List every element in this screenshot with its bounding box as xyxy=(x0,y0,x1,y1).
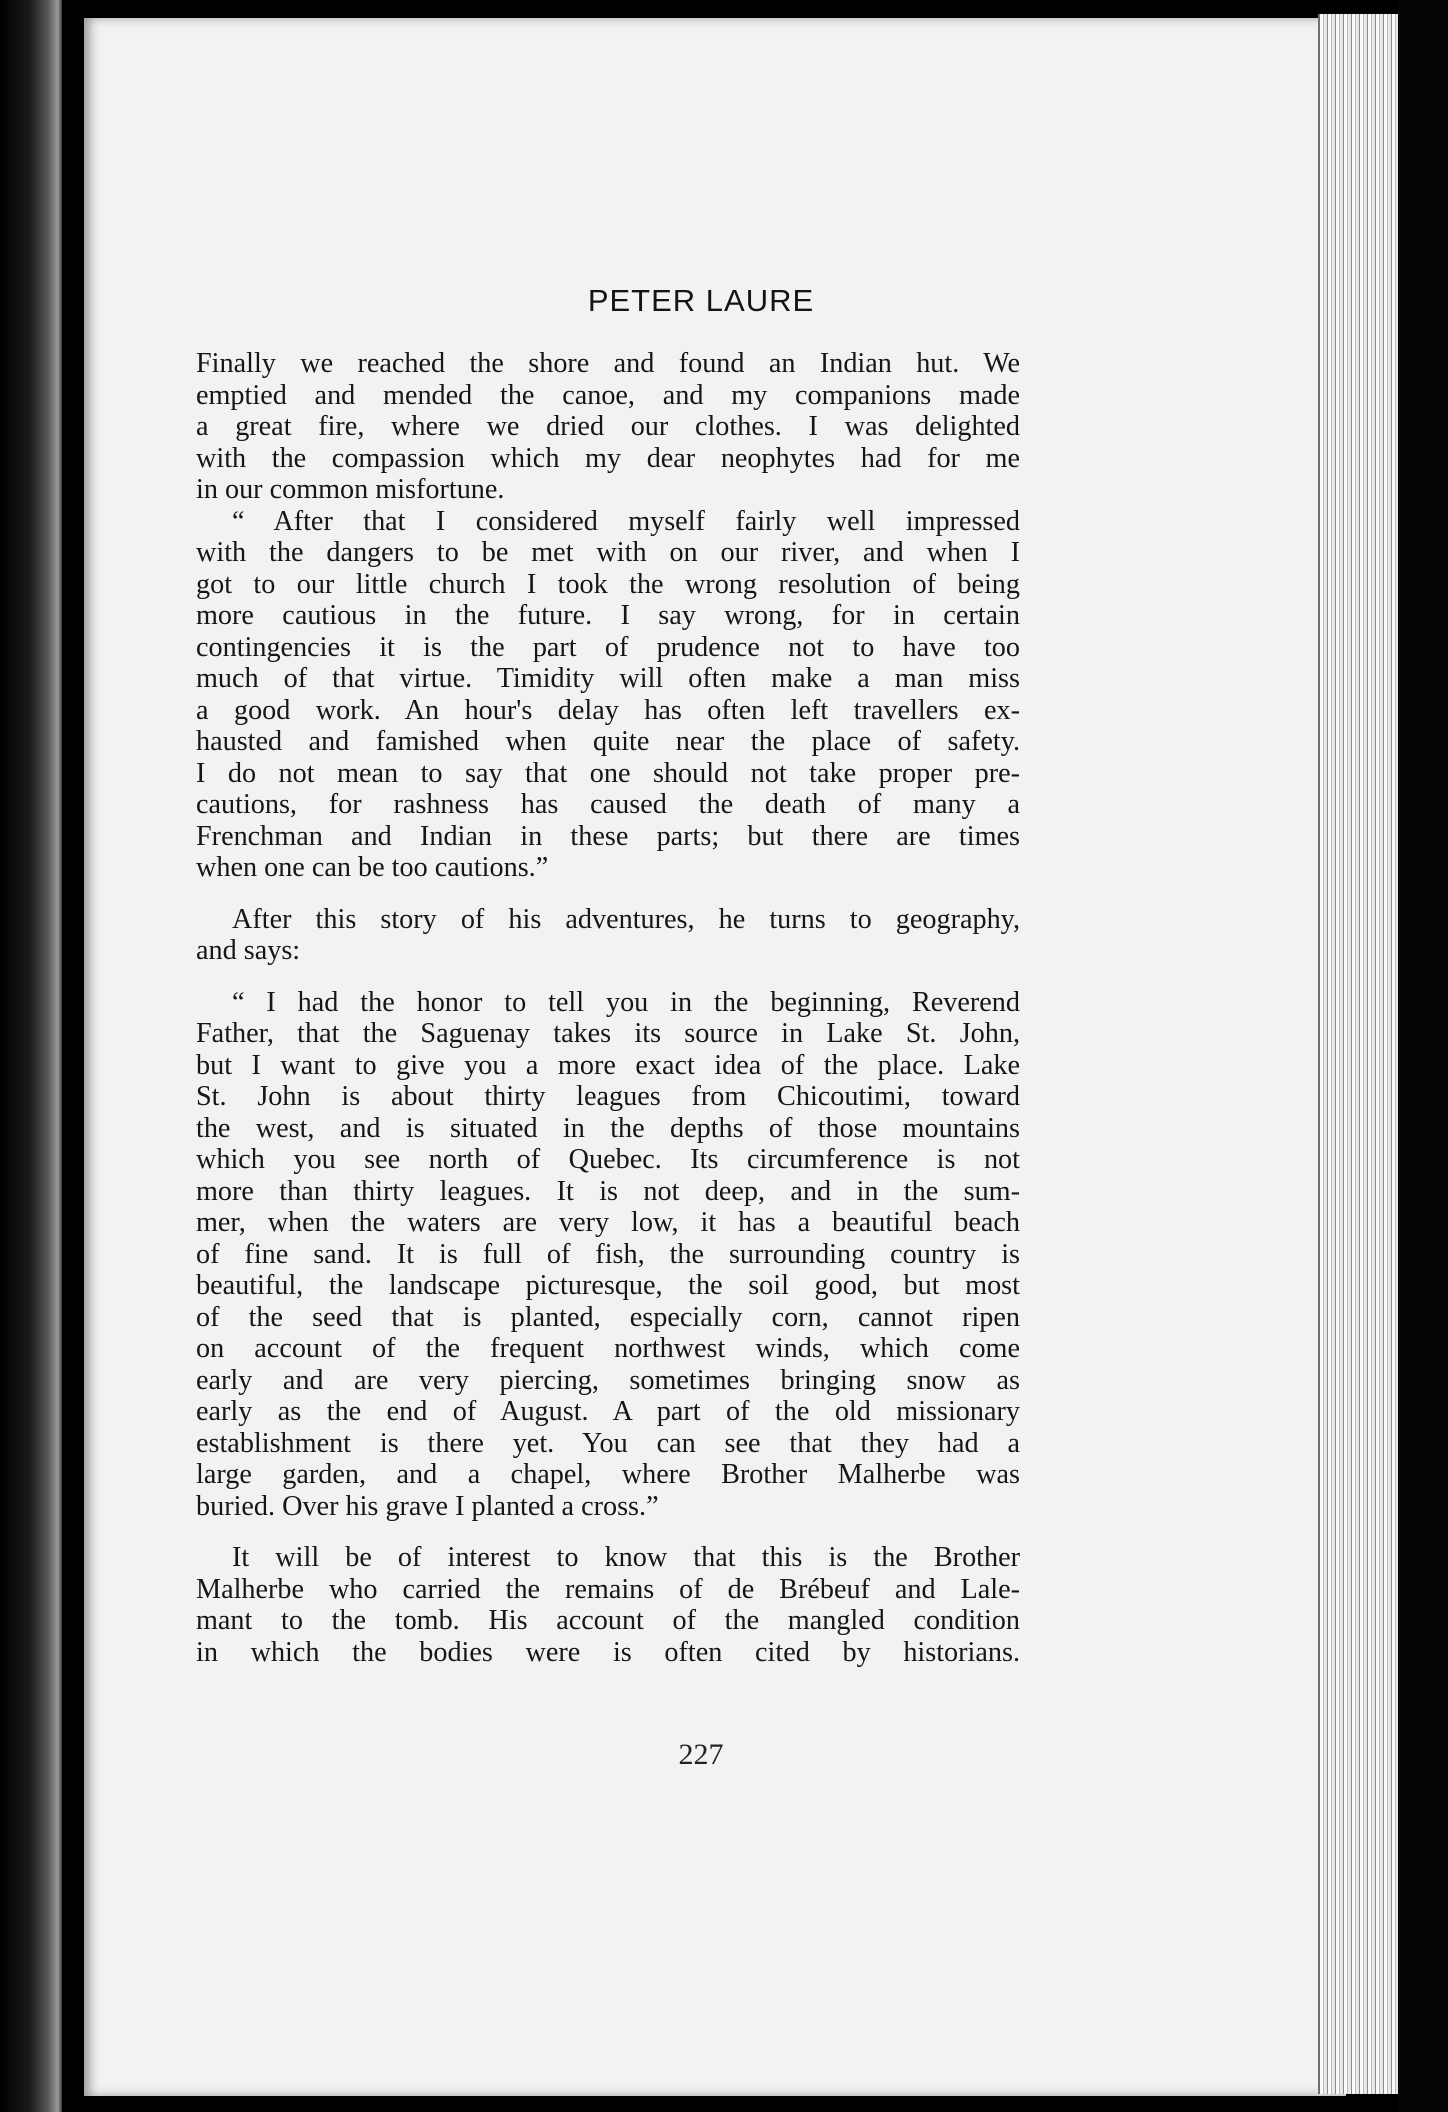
scan-top-border xyxy=(0,0,1448,16)
body-text xyxy=(196,348,1020,1668)
text-line: early as the end of August. A part of the old missionary xyxy=(196,1396,1020,1427)
text-line: in which the bodies were is often cited by historians. xyxy=(196,1636,1020,1668)
text-line: mer, when the waters are very low, it has a beautiful beach xyxy=(196,1207,1020,1238)
text-line: which you see north of Quebec. Its circumference is not xyxy=(196,1144,1020,1175)
paragraph-1 xyxy=(196,348,1020,506)
text-line: with the compassion which my dear neophytes had for me xyxy=(196,442,1020,474)
text-line: “ I had the honor to tell you in the beginning, Reverend xyxy=(232,986,1020,1018)
text-line: more than thirty leagues. It is not deep, and in the sum- xyxy=(196,1175,1020,1207)
text-line: but I want to give you a more exact idea of the place. Lake xyxy=(196,1049,1020,1081)
text-line: cautions, for rashness has caused the death of many a xyxy=(196,789,1020,820)
text-line: “ After that I considered myself fairly well impressed xyxy=(232,505,1020,537)
text-line: buried. Over his grave I planted a cross.” xyxy=(196,1490,659,1522)
page-edges xyxy=(1318,14,1400,2094)
paragraph-3 xyxy=(196,904,1020,967)
paragraph-4 xyxy=(196,987,1020,1523)
text-line: in our common misfortune. xyxy=(196,474,505,505)
text-line: emptied and mended the canoe, and my companions made xyxy=(196,379,1020,411)
paragraph-2 xyxy=(196,506,1020,884)
text-line: much of that virtue. Timidity will often make a man miss xyxy=(196,663,1020,694)
text-line: Frenchman and Indian in these parts; but there are times xyxy=(196,820,1020,852)
text-line: the west, and is situated in the depths of those mountains xyxy=(196,1112,1020,1144)
text-line: of fine sand. It is full of fish, the surrounding country is xyxy=(196,1238,1020,1270)
text-line: large garden, and a chapel, where Brother Malherbe was xyxy=(196,1459,1020,1490)
text-line: Father, that the Saguenay takes its source in Lake St. John, xyxy=(196,1018,1020,1049)
text-line: hausted and famished when quite near the place of safety. xyxy=(196,726,1020,757)
text-line: St. John is about thirty leagues from Chicoutimi, toward xyxy=(196,1081,1020,1112)
text-line: and says: xyxy=(196,935,301,966)
text-line: I do not mean to say that one should not take proper pre- xyxy=(196,757,1020,789)
text-line: more cautious in the future. I say wrong, for in certain xyxy=(196,600,1020,631)
text-line: on account of the frequent northwest winds, which come xyxy=(196,1333,1020,1364)
text-line: a great fire, where we dried our clothes. I was delighted xyxy=(196,411,1020,442)
text-line: when one can be too cautions.” xyxy=(196,852,549,883)
text-line: mant to the tomb. His account of the mangled condition xyxy=(196,1605,1020,1636)
text-line: beautiful, the landscape picturesque, the soil good, but most xyxy=(196,1270,1020,1301)
text-line: of the seed that is planted, especially corn, cannot ripen xyxy=(196,1301,1020,1333)
running-title: PETER LAURE xyxy=(587,283,815,318)
text-line: It will be of interest to know that this is the Brother xyxy=(232,1542,1020,1573)
text-line: with the dangers to be met with on our river, and when I xyxy=(196,537,1020,568)
text-line: got to our little church I took the wrong resolution of being xyxy=(196,568,1020,600)
text-line: establishment is there yet. You can see that they had a xyxy=(196,1427,1020,1459)
text-line: contingencies it is the part of prudence not to have too xyxy=(196,631,1020,663)
text-line: early and are very piercing, sometimes bringing snow as xyxy=(196,1364,1020,1396)
page-number: 227 xyxy=(678,1738,724,1771)
book-spine-edge xyxy=(0,0,62,2112)
text-line: Finally we reached the shore and found an Indian hut. We xyxy=(196,348,1020,379)
text-line: Malherbe who carried the remains of de Brébeuf and Lale- xyxy=(196,1573,1020,1605)
scan-right-border xyxy=(1398,0,1448,2112)
text-line: a good work. An hour's delay has often left travellers ex- xyxy=(196,694,1020,726)
text-line: After this story of his adventures, he turns to geography, xyxy=(232,903,1020,935)
paragraph-5 xyxy=(196,1542,1020,1668)
